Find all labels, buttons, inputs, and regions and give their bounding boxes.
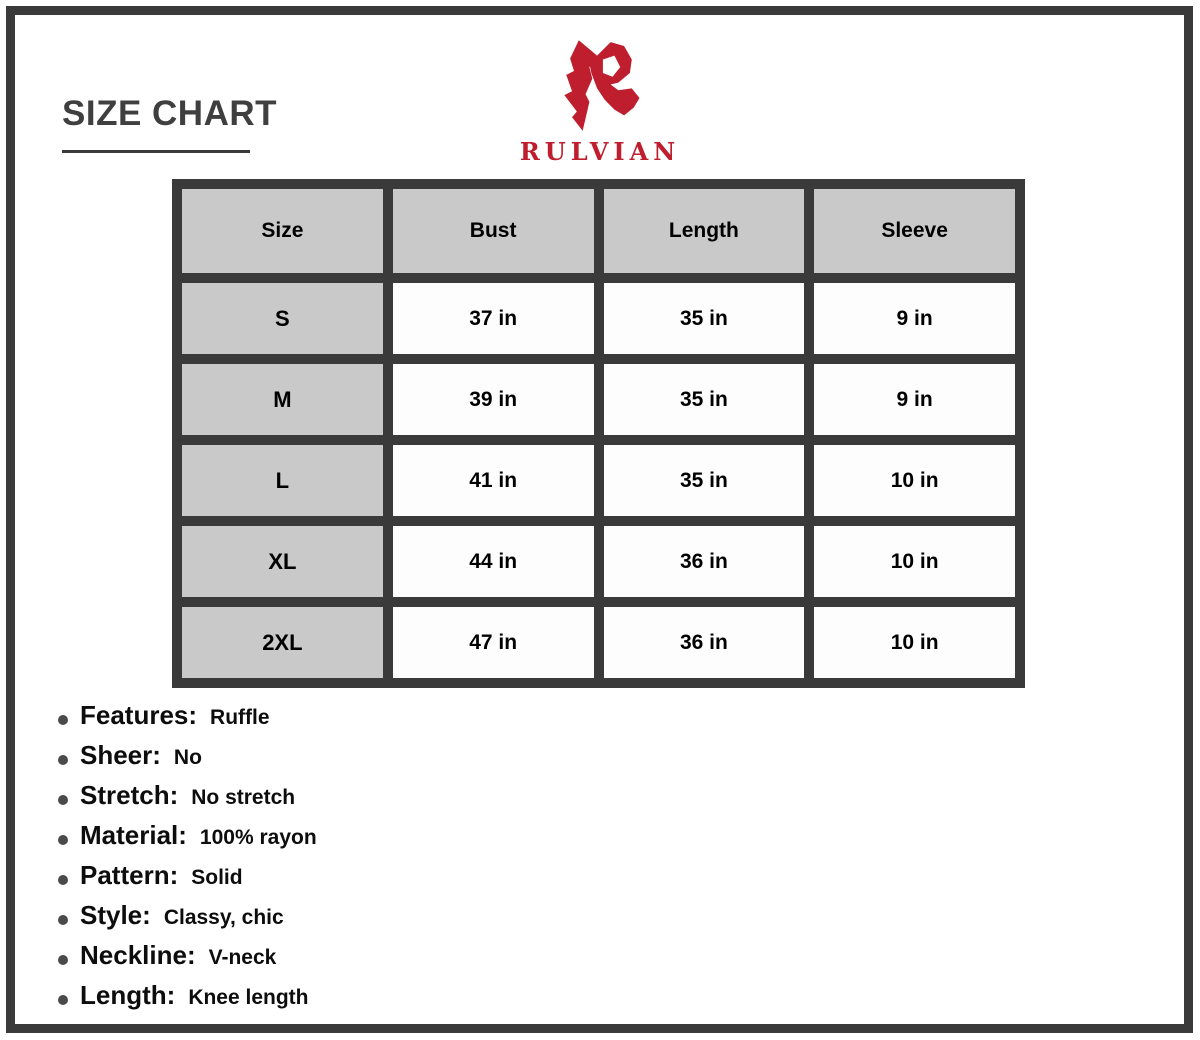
spec-value: No: [173, 746, 202, 769]
spec-value: Knee length: [188, 986, 309, 1009]
bullet-icon: [58, 995, 68, 1005]
size-cell: XL: [182, 526, 383, 597]
spec-item-style: [58, 900, 317, 940]
spec-item-pattern: [58, 860, 317, 900]
bullet-icon: [58, 715, 68, 725]
bullet-icon: [58, 835, 68, 845]
bullet-icon: [58, 755, 68, 765]
spec-label: Features:: [80, 700, 198, 730]
bust-cell: 47 in: [393, 607, 594, 678]
table-row: [182, 526, 1015, 597]
spec-value: Classy, chic: [163, 906, 284, 929]
spec-label: Neckline:: [80, 940, 196, 970]
page-title: SIZE CHART: [62, 94, 277, 133]
length-cell: 36 in: [604, 526, 805, 597]
length-cell: 35 in: [604, 283, 805, 354]
bust-cell: 39 in: [393, 364, 594, 435]
spec-item-sheer: [58, 740, 317, 780]
bullet-icon: [58, 955, 68, 965]
length-cell: 36 in: [604, 607, 805, 678]
specs-list: [58, 700, 317, 1020]
spec-item-stretch: [58, 780, 317, 820]
column-header-bust: Bust: [393, 189, 594, 273]
bullet-icon: [58, 875, 68, 885]
spec-value: V-neck: [208, 946, 277, 969]
sleeve-cell: 9 in: [814, 364, 1015, 435]
table-row: [182, 283, 1015, 354]
rulvian-r-logo-icon: [495, 34, 705, 136]
bust-cell: 41 in: [393, 445, 594, 516]
length-cell: 35 in: [604, 364, 805, 435]
spec-value: 100% rayon: [199, 826, 317, 849]
sleeve-cell: 10 in: [814, 526, 1015, 597]
size-cell: 2XL: [182, 607, 383, 678]
sleeve-cell: 9 in: [814, 283, 1015, 354]
spec-item-length: [58, 980, 317, 1020]
sleeve-cell: 10 in: [814, 607, 1015, 678]
bullet-icon: [58, 795, 68, 805]
spec-item-material: [58, 820, 317, 860]
table-header-row: [182, 189, 1015, 273]
spec-label: Material:: [80, 820, 187, 850]
brand-wordmark: RULVIAN: [519, 137, 681, 166]
column-header-sleeve: Sleeve: [814, 189, 1015, 273]
size-cell: L: [182, 445, 383, 516]
bust-cell: 44 in: [393, 526, 594, 597]
spec-label: Length:: [80, 980, 176, 1010]
table-row: [182, 364, 1015, 435]
spec-label: Sheer:: [80, 740, 161, 770]
spec-value: Ruffle: [210, 706, 270, 729]
column-header-length: Length: [604, 189, 805, 273]
column-header-size: Size: [182, 189, 383, 273]
spec-item-features: [58, 700, 317, 740]
spec-value: No stretch: [191, 786, 296, 809]
spec-label: Style:: [80, 900, 151, 930]
spec-item-neckline: [58, 940, 317, 980]
brand-logo: [495, 34, 705, 166]
spec-label: Pattern:: [80, 860, 179, 890]
table-row: [182, 445, 1015, 516]
length-cell: 35 in: [604, 445, 805, 516]
bullet-icon: [58, 915, 68, 925]
size-cell: S: [182, 283, 383, 354]
sleeve-cell: 10 in: [814, 445, 1015, 516]
bust-cell: 37 in: [393, 283, 594, 354]
table-row: [182, 607, 1015, 678]
title-underline: [62, 150, 250, 153]
spec-label: Stretch:: [80, 780, 179, 810]
size-chart-table: [172, 179, 1025, 688]
size-cell: M: [182, 364, 383, 435]
spec-value: Solid: [191, 866, 243, 889]
